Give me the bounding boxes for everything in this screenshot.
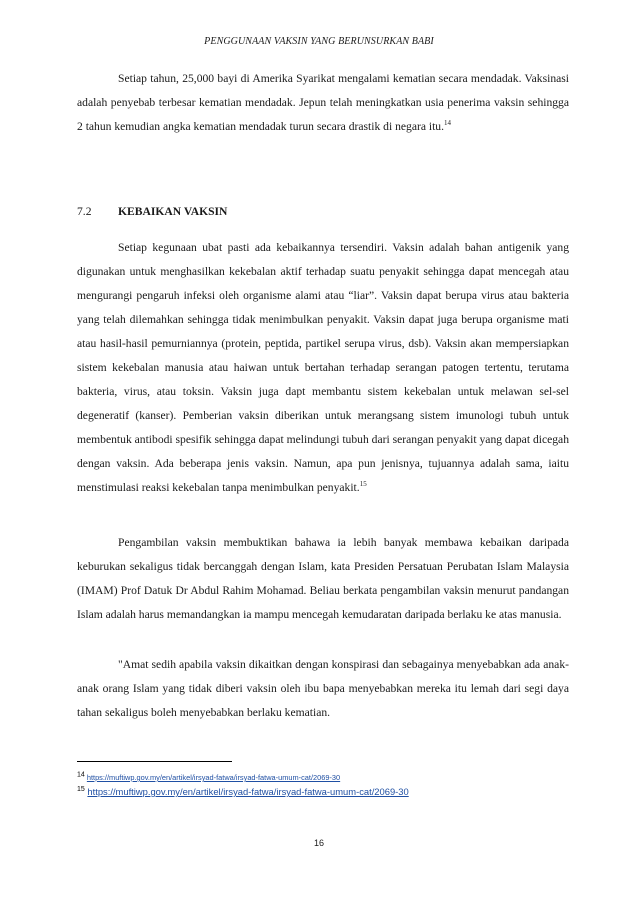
footnote-divider	[77, 761, 232, 762]
section-heading	[77, 205, 227, 218]
section-number: 7.2	[77, 205, 92, 218]
body-block-4	[77, 653, 569, 725]
paragraph-quote: "Amat sedih apabila vaksin dikaitkan dengan konspirasi dan sebagainya menyebabkan ada anak-anak orang Islam yang tidak diberi vaksin oleh ibu bapa menyebabkan mereka itu lemah dari segi daya tahan sekaligus boleh menyebabkan berlaku kematian.	[77, 658, 569, 719]
body-block-3	[77, 531, 569, 627]
section-title: KEBAIKAN VAKSIN	[118, 205, 228, 218]
footnote-mark: 15	[77, 785, 85, 793]
paragraph-imam-statement: Pengambilan vaksin membuktikan bahawa ia lebih banyak membawa kebaikan daripada keburukan sekaligus tidak bercanggah dengan Islam, kata Presiden Persatuan Perubatan Islam Malaysia (IMAM) Prof Datuk Dr Abdul Rahim Mohamad. Beliau berkata pengambilan vaksin menurut pandangan Islam adalah harus memandangkan ia mampu mencegah kemudaratan daripada berlaku ke atas manusia.	[77, 536, 569, 621]
footnote-mark: 14	[77, 771, 85, 779]
footnote-14	[77, 773, 340, 782]
body-block-1	[77, 67, 569, 139]
body-block-2	[77, 236, 569, 500]
footnote-ref-15[interactable]: 15	[359, 480, 367, 489]
paragraph-vaccine-benefits	[77, 236, 569, 500]
footnote-ref-14[interactable]: 14	[444, 119, 452, 128]
paragraph-sudden-death	[77, 67, 569, 139]
footnote-15	[77, 786, 409, 797]
footnote-link[interactable]: https://muftiwp.gov.my/en/artikel/irsyad-fatwa/irsyad-fatwa-umum-cat/2069-30	[86, 773, 341, 782]
paragraph-text: Setiap kegunaan ubat pasti ada kebaikannya tersendiri. Vaksin adalah bahan antigenik yang digunakan untuk menghasilkan kekebalan aktif terhadap suatu penyakit sehingga dapat mencegah atau mengurangi pengaruh infeksi oleh organisme alami atau “liar”. Vaksin dapat berupa virus atau bakteria yang telah dilemahkan sehingga tidak menimbulkan penyakit. Vaksin dapat juga berupa organisme mati atau hasil-hasil pemurniannya (protein, peptida, partikel serupa virus, dsb). Vaksin akan mempersiapkan sistem kekebalan manusia atau haiwan untuk bertahan terhadap serangan patogen tertentu, terutama bakteria, virus, atau toksin. Vaksin juga dapt membantu sistem kekebalan untuk melawan sel-sel degeneratif (kanser). Pemberian vaksin diberikan untuk merangsang sistem imunologi tubuh untuk membentuk antibodi spesifik sehingga dapat melindungi tubuh dari serangan penyakit yang dapat dicegah dengan vaksin. Ada beberapa jenis vaksin. Namun, apa pun jenisnya, tujuannya adalah sama, iaitu menstimulasi reaksi kekebalan tanpa menimbulkan penyakit.	[77, 241, 569, 494]
paragraph-text: Setiap tahun, 25,000 bayi di Amerika Syarikat mengalami kematian secara mendadak. Vaksinasi adalah penyebab terbesar kematian mendadak. Jepun telah meningkatkan usia penerima vaksin sehingga 2 tahun kemudian angka kematian mendadak turun secara drastik di negara itu.	[77, 72, 569, 133]
page-number: 16	[313, 838, 324, 848]
running-header: PENGGUNAAN VAKSIN YANG BERUNSURKAN BABI	[204, 36, 434, 47]
footnote-link[interactable]: https://muftiwp.gov.my/en/artikel/irsyad-fatwa/irsyad-fatwa-umum-cat/2069-30	[87, 786, 409, 797]
